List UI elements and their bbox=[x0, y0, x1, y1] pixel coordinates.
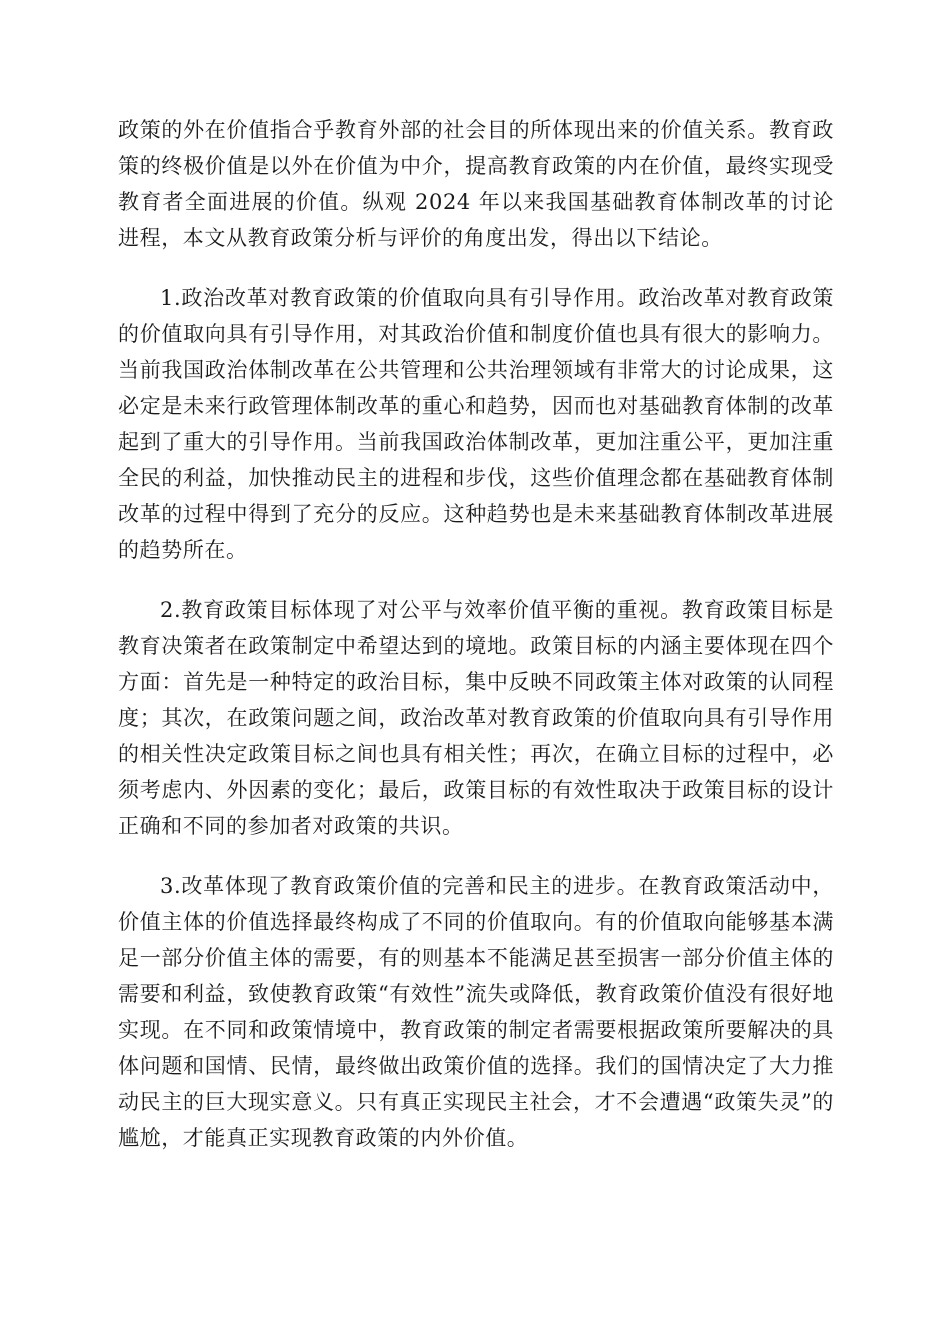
paragraph-conclusion-2: 2.教育政策目标体现了对公平与效率价值平衡的重视。教育政策目标是教育决策者在政策制定中希望达到的境地。政策目标的内涵主要体现在四个方面：首先是一种特定的政治目标，集中反映不同政策主体对政策的认同程度；其次，在政策问题之间，政治改革对教育政策的价值取向具有引导作用的相关性决定政策目标之间也具有相关性；再次，在确立目标的过程中，必须考虑内、外因素的变化；最后，政策目标的有效性取决于政策目标的设计正确和不同的参加者对政策的共识。 bbox=[118, 598, 834, 838]
document-body bbox=[118, 112, 834, 1156]
paragraph-conclusion-1: 1.政治改革对教育政策的价值取向具有引导作用。政治改革对教育政策的价值取向具有引导作用，对其政治价值和制度价值也具有很大的影响力。当前我国政治体制改革在公共管理和公共治理领域有非常大的讨论成果，这必定是未来行政管理体制改革的重心和趋势，因而也对基础教育体制的改革起到了重大的引导作用。当前我国政治体制改革，更加注重公平，更加注重全民的利益，加快推动民主的进程和步伐，这些价值理念都在基础教育体制改革的过程中得到了充分的反应。这种趋势也是未来基础教育体制改革进展的趋势所在。 bbox=[118, 286, 834, 562]
paragraph-intro: 政策的外在价值指合乎教育外部的社会目的所体现出来的价值关系。教育政策的终极价值是以外在价值为中介，提高教育政策的内在价值，最终实现受教育者全面进展的价值。纵观 2024 年以来我国基础教育体制改革的讨论进程，本文从教育政策分析与评价的角度出发，得出以下结论。 bbox=[118, 118, 834, 250]
paragraph-conclusion-3: 3.改革体现了教育政策价值的完善和民主的进步。在教育政策活动中，价值主体的价值选择最终构成了不同的价值取向。有的价值取向能够基本满足一部分价值主体的需要，有的则基本不能满足甚至损害一部分价值主体的需要和利益，致使教育政策“有效性”流失或降低，教育政策价值没有很好地实现。在不同和政策情境中，教育政策的制定者需要根据政策所要解决的具体问题和国情、民情，最终做出政策价值的选择。我们的国情决定了大力推动民主的巨大现实意义。只有真正实现民主社会，才不会遭遇“政策失灵”的尴尬，才能真正实现教育政策的内外价值。 bbox=[118, 874, 834, 1150]
